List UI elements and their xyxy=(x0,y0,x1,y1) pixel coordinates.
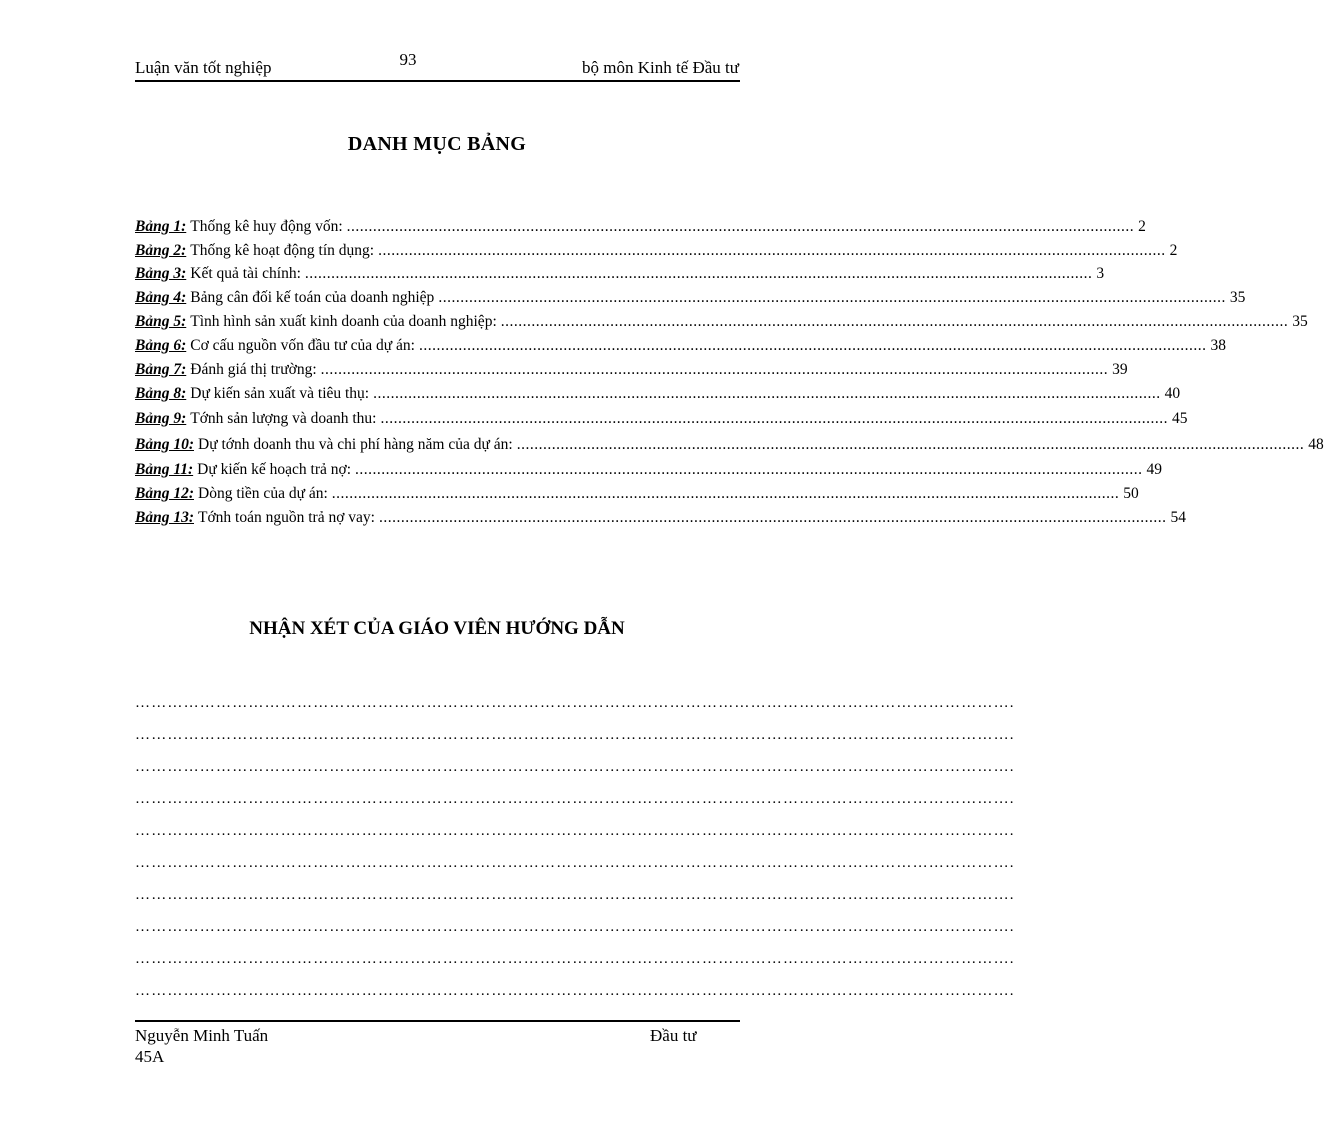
toc-entry-label: Bảng 8: xyxy=(135,385,187,402)
toc-leader-dots xyxy=(332,485,1120,503)
footer-author-name: Nguyễn Minh Tuấn xyxy=(135,1026,269,1045)
toc-leader-dots xyxy=(305,265,1093,283)
toc-entry-label: Bảng 2: xyxy=(135,242,187,259)
toc-entry xyxy=(135,436,1324,458)
review-dotted-line: ………………………………………………………………………………………………………………………………………………. xyxy=(135,695,1015,711)
toc-leader-dots xyxy=(419,337,1207,355)
toc-leader-dots xyxy=(380,410,1168,428)
toc-entry xyxy=(135,242,1178,264)
toc-entry xyxy=(135,385,1181,407)
toc-leader-dots xyxy=(379,509,1167,527)
toc-entry-text: Dự kiến sản xuất và tiêu thụ: xyxy=(190,385,370,402)
toc-entry-page: 35 xyxy=(1229,289,1246,306)
footer-class: 45A xyxy=(135,1047,165,1066)
toc-entry-label: Bảng 5: xyxy=(135,313,187,330)
toc-entry-text: Thống kê hoạt động tín dụng: xyxy=(190,242,375,259)
toc-entry-text: Tình hình sản xuất kinh doanh của doanh nghiệp: xyxy=(190,313,497,330)
toc-entry-label: Bảng 6: xyxy=(135,337,187,354)
toc-entry-label: Bảng 9: xyxy=(135,410,187,427)
review-title: NHẬN XÉT CỦA GIÁO VIÊN HƯỚNG DẪN xyxy=(249,618,625,639)
review-dotted-line: ………………………………………………………………………………………………………………………………………………. xyxy=(135,727,1015,743)
toc-leader-dots xyxy=(517,436,1305,454)
toc-entry xyxy=(135,461,1163,483)
toc-entry-text: Tớnh toán nguồn trả nợ vay: xyxy=(198,509,375,526)
toc-entry-text: Thống kê huy động vốn: xyxy=(190,218,343,235)
toc-entry-label: Bảng 3: xyxy=(135,265,187,282)
toc-leader-dots xyxy=(438,289,1226,307)
toc-entry-page: 54 xyxy=(1170,509,1186,526)
toc-entry-page: 48 xyxy=(1308,436,1324,453)
toc-entry-page: 49 xyxy=(1146,461,1163,478)
review-dotted-line: ………………………………………………………………………………………………………………………………………………. xyxy=(135,791,1015,807)
toc-entry xyxy=(135,265,1105,287)
review-dotted-line: ………………………………………………………………………………………………………………………………………………. xyxy=(135,855,1015,871)
review-dotted-line: ………………………………………………………………………………………………………………………………………………. xyxy=(135,887,1015,903)
toc-entry-page: 2 xyxy=(1138,218,1146,235)
toc-entry-label: Bảng 1: xyxy=(135,218,187,235)
review-dotted-line: ………………………………………………………………………………………………………………………………………………. xyxy=(135,983,1015,999)
toc-leader-dots xyxy=(321,361,1109,379)
toc-entry-text: Dự kiến kế hoạch trả nợ: xyxy=(197,461,352,478)
toc-leader-dots xyxy=(378,242,1166,260)
toc-entry xyxy=(135,485,1139,507)
toc-entry-page: 45 xyxy=(1171,410,1188,427)
page-number: 93 xyxy=(399,50,417,69)
toc-entry-label: Bảng 12: xyxy=(135,485,194,502)
review-dotted-line: ………………………………………………………………………………………………………………………………………………. xyxy=(135,759,1015,775)
toc-entry xyxy=(135,509,1186,531)
toc-entry xyxy=(135,289,1246,311)
toc-entry xyxy=(135,218,1146,240)
toc-entry xyxy=(135,410,1188,432)
toc-leader-dots xyxy=(347,218,1135,236)
toc-entry-page: 39 xyxy=(1112,361,1128,378)
toc-leader-dots xyxy=(501,313,1289,331)
toc-entry-page: 3 xyxy=(1096,265,1105,282)
toc-entry-text: Dòng tiền của dự án: xyxy=(198,485,328,502)
toc-entry-page: 40 xyxy=(1164,385,1181,402)
review-dotted-line: ………………………………………………………………………………………………………………………………………………. xyxy=(135,951,1015,967)
toc-entry-text: Dự tớnh doanh thu và chi phí hàng năm của dự án: xyxy=(198,436,513,453)
footer-divider xyxy=(135,1020,740,1022)
toc-entry-label: Bảng 11: xyxy=(135,461,194,478)
toc-title: DANH MỤC BẢNG xyxy=(347,133,527,155)
toc-entry xyxy=(135,313,1308,335)
toc-entry-text: Đánh giá thị trường: xyxy=(190,361,317,378)
review-dotted-line: ………………………………………………………………………………………………………………………………………………. xyxy=(135,823,1015,839)
toc-entry-text: Kết quả tài chính: xyxy=(190,265,301,282)
toc-entry xyxy=(135,337,1226,359)
footer-major: Đầu tư xyxy=(650,1026,697,1045)
toc-entry-text: Cơ cấu nguồn vốn đầu tư của dự án: xyxy=(190,337,415,354)
toc-entry-page: 50 xyxy=(1123,485,1139,502)
header-divider xyxy=(135,80,740,82)
header-department-label: bộ môn Kinh tế Đầu tư xyxy=(581,58,739,77)
toc-entry-page: 35 xyxy=(1292,313,1308,330)
toc-entry-label: Bảng 10: xyxy=(135,436,194,453)
toc-leader-dots xyxy=(373,385,1161,403)
toc-entry-text: Bảng cân đối kế toán của doanh nghiệp xyxy=(190,289,435,306)
toc-entry-page: 38 xyxy=(1210,337,1226,354)
header-thesis-label: Luận văn tốt nghiệp xyxy=(135,58,272,77)
toc-entry-label: Bảng 13: xyxy=(135,509,194,526)
toc-leader-dots xyxy=(355,461,1143,479)
toc-entry-page: 2 xyxy=(1169,242,1178,259)
toc-entry-text: Tớnh sản lượng và doanh thu: xyxy=(190,410,377,427)
toc-entry xyxy=(135,361,1128,383)
review-dotted-line: ………………………………………………………………………………………………………………………………………………. xyxy=(135,919,1015,935)
toc-entry-label: Bảng 4: xyxy=(135,289,187,306)
toc-entry-label: Bảng 7: xyxy=(135,361,187,378)
